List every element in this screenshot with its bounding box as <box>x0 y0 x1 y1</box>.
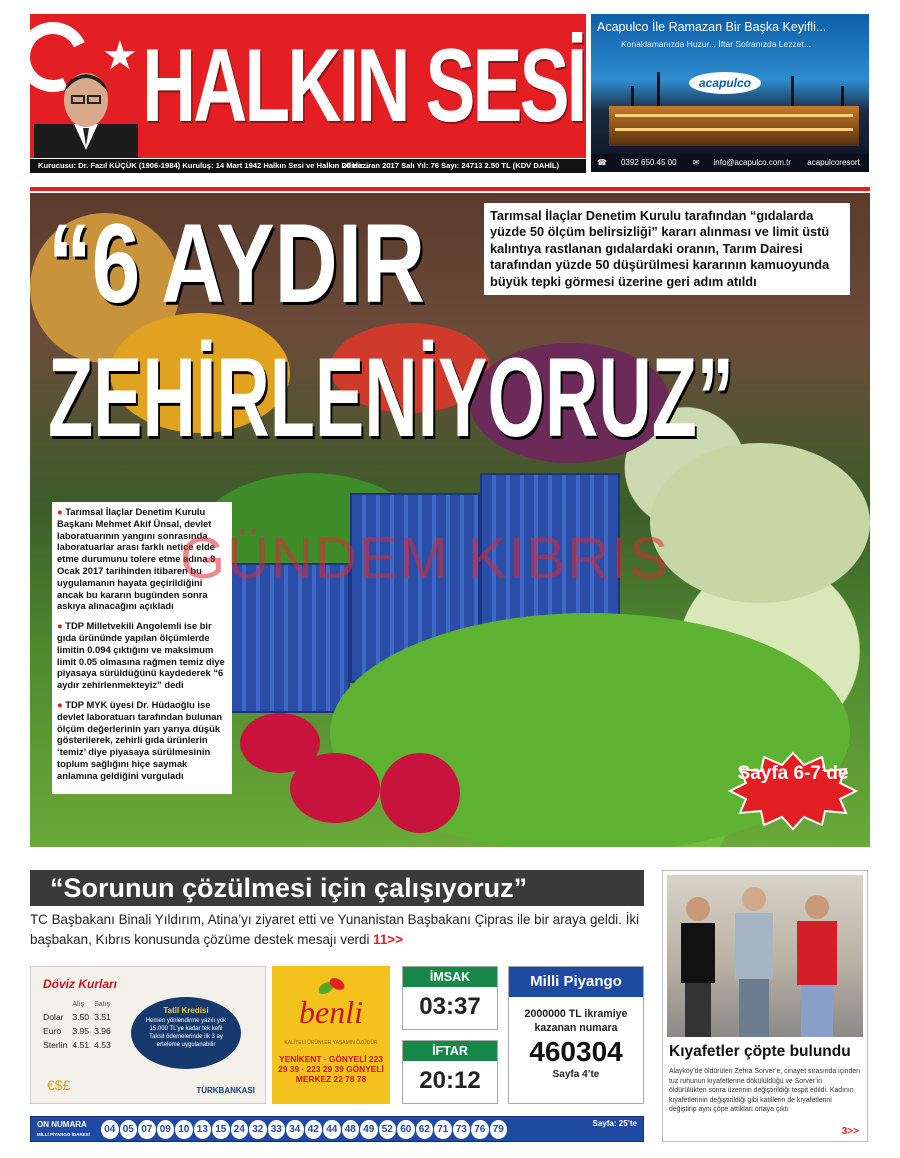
currency-title: Döviz Kurları <box>43 977 118 991</box>
coin-icon: €$£ <box>47 1077 71 1093</box>
star-icon: ★ <box>102 34 138 78</box>
issue-info: 20 Haziran 2017 Salı Yıl: 76 Sayı: 24713 2.50 TL (KDV DAHİL) <box>342 161 560 170</box>
bullet-text: TDP MYK üyesi Dr. Hüdaoğlu ise devlet laboratuarı tarafından bulunan ölçüm değerlerinin yarı yarıya düşük gösterilerek, zehirli gıda ürünlerin ‘temiz’ diye piyasaya sürülmesinin toplum sağlığını hiçe saymak anlamına geldiğini vurguladı <box>57 698 223 781</box>
lottery-ball: 44 <box>323 1120 341 1139</box>
currency-name: Dolar <box>43 1012 64 1022</box>
on-numara-title: ON NUMARA <box>37 1120 87 1129</box>
bullet-icon: ● <box>57 620 66 632</box>
buy-rate: 3.50 <box>72 1012 90 1022</box>
lottery-box[interactable] <box>508 966 644 1104</box>
side-story-headline: Kıyafetler çöpte bulundu <box>669 1043 851 1060</box>
lead-headline-line1: “6 AYDIR <box>48 201 426 326</box>
acapulco-ad[interactable] <box>591 14 869 172</box>
column-header <box>43 999 72 1010</box>
second-story-body <box>30 910 644 950</box>
watermark: GÜNDEM KIBRIS <box>180 526 671 591</box>
ad-subline: Konaklamanızda Huzur... İftar Sofranızda Lezzet... <box>621 39 811 49</box>
side-story[interactable] <box>662 870 868 1142</box>
bank-logo: TÜRKBANKASI <box>196 1086 255 1095</box>
mail-icon: ✉ <box>692 158 700 167</box>
second-story-page-ref[interactable]: 11>> <box>373 932 403 947</box>
on-numara-sub: MİLLİ PİYANGO İDARESİ <box>37 1132 90 1137</box>
lead-deck: Tarımsal İlaçlar Denetim Kurulu tarafından “gıdalarda yüzde 50 ölçüm belirsizliği” kararı alınması ve limit üstü kalıntıya rastlanan gıdalardaki oranın, Tarım Dairesi tarafından yüzde 50 düşürülmesi kararının kamuoyunda büyük tepki görmesi üzerine geri adım atıldı <box>484 203 850 295</box>
on-numara-numbers <box>101 1120 507 1139</box>
loan-promo-title: Tatil Kredisi <box>163 1006 209 1015</box>
lottery-ball: 76 <box>471 1120 489 1139</box>
lottery-page-ref: Sayfa 4’te <box>552 1069 600 1080</box>
currency-table <box>43 999 116 1052</box>
lottery-ball: 13 <box>194 1120 212 1139</box>
imsak-label: İMSAK <box>403 967 497 987</box>
lottery-ball: 73 <box>453 1120 471 1139</box>
bullet-item <box>57 699 227 782</box>
radish-bunch <box>290 753 380 823</box>
column-header: Alış <box>72 1001 85 1008</box>
currency-box <box>30 966 266 1104</box>
sell-rate: 3.96 <box>94 1026 111 1036</box>
bullet-text: Tarımsal İlaçlar Denetim Kurulu Başkanı Mehmet Akif Ünsal, devlet laboratuarının yangını sonrasında laboratuarlar arası farklı netice elde etme durumunu tolere etme adına 9 Ocak 2017 tarihinden itibaren bu uygulamanın hayata geçirildiğini ancak bu kararın bugünden sonra askıya alınacağını açıkladı <box>57 506 216 612</box>
side-story-body: Alayköy’de öldürülen Zehra Sorver’e, cinayet sırasında içinden tuz ruhunun kıyafetlerine dökülüldüğü ve Sorver’in öldürülükten sonra üzerinin değiştirildiği tespit edildi. Kadının kıyafetlerinin değiştirildiği gibi katillerin de kıyafetlerini değiştirip aynı çöpe attıkları ortaya çıktı <box>669 1068 861 1114</box>
loan-promo-text: Hemen yönlendirme yazılı yok 15.000 TL’ye kadar tek kefil Taksit ödemelerinde ilk 3 ay erteleme uygulanabilir <box>145 1018 227 1048</box>
column-header: Satış <box>94 1001 111 1008</box>
lottery-ball: 32 <box>249 1120 267 1139</box>
ad-headline: Acapulco İle Ramazan Bir Başka Keyifli... <box>597 20 827 34</box>
lottery-ball: 34 <box>286 1120 304 1139</box>
founder-portrait <box>34 54 138 158</box>
benli-phones: YENİKENT · GÖNYELİ 223 29 39 · 223 29 39 GÖNYELİ MERKEZ 22 78 78 <box>278 1054 384 1084</box>
iftar-time: 20:12 <box>419 1067 481 1094</box>
lottery-ball: 62 <box>416 1120 434 1139</box>
bullet-item <box>57 620 227 691</box>
side-story-photo <box>667 875 863 1037</box>
lottery-ball: 71 <box>434 1120 452 1139</box>
ad-phone: 0392 650 45 00 <box>620 158 677 167</box>
lottery-ball: 07 <box>138 1120 156 1139</box>
masthead <box>30 14 586 158</box>
lottery-ball: 79 <box>490 1120 508 1139</box>
lottery-ball: 09 <box>157 1120 175 1139</box>
table-header-row <box>43 999 116 1010</box>
table-row <box>43 1010 116 1024</box>
lottery-ball: 24 <box>231 1120 249 1139</box>
hotel-building <box>609 106 859 146</box>
ad-social: acapulcoresort <box>807 158 860 167</box>
person-figure <box>673 887 723 1037</box>
lottery-title: Milli Piyango <box>509 967 643 997</box>
imsak-box <box>402 966 498 1030</box>
bullet-icon: ● <box>57 698 66 710</box>
lottery-ball: 49 <box>360 1120 378 1139</box>
on-numara-page-ref: Sayfa: 25’te <box>592 1119 637 1128</box>
table-row <box>43 1038 116 1052</box>
radish-bunch <box>380 753 460 833</box>
lead-story-photo[interactable] <box>30 193 870 847</box>
founder-line <box>30 159 586 173</box>
on-numara-label <box>37 1120 99 1139</box>
lottery-ball: 15 <box>212 1120 230 1139</box>
iftar-label: İFTAR <box>403 1041 497 1061</box>
bullet-icon: ● <box>57 506 66 517</box>
ad-email: info@acapulco.com.tr <box>713 158 792 167</box>
buy-rate: 4.51 <box>72 1040 90 1050</box>
lottery-ball: 60 <box>397 1120 415 1139</box>
bullet-text: TDP Milletvekili Angolemli ise bir gıda ürününde yapılan ölçümlerde limitin 0.094 çıktığını ve maksimum limit 0.05 olmasına rağmen temiz diye piyasaya sürüldüğünü kaydederek “6 aydır zehirlenmekteyiz” dedi <box>57 620 225 691</box>
page-ref-burst[interactable] <box>728 751 858 831</box>
lottery-ball: 52 <box>379 1120 397 1139</box>
lottery-ball: 48 <box>342 1120 360 1139</box>
currency-name: Euro <box>43 1026 62 1036</box>
second-story-text: TC Başbakanı Binali Yıldırım, Atina’yı ziyaret etti ve Yunanistan Başbakanı Çipras ile bir araya geldi. İki başbakan, Kıbrıs konusunda çözüme destek mesajı verdi <box>30 912 640 947</box>
benli-logo: benli <box>299 994 363 1030</box>
page-ref-text: Sayfa 6-7’de <box>737 763 849 784</box>
imsak-time: 03:37 <box>419 993 481 1020</box>
masthead-title: HALKIN SESİ <box>142 28 585 144</box>
sell-rate: 4.53 <box>94 1040 111 1050</box>
phone-icon: ☎ <box>597 158 607 167</box>
lottery-ball: 33 <box>268 1120 286 1139</box>
lottery-prize-text: 2000000 TL ikramiye kazanan numara <box>524 1008 628 1034</box>
ad-logo: acapulco <box>689 72 761 94</box>
sell-rate: 3.51 <box>94 1012 111 1022</box>
person-figure <box>787 887 847 1037</box>
lottery-ball: 05 <box>120 1120 138 1139</box>
benli-tagline: KALİTELİ ÜRÜNLER YAŞAMIN ÖZÜDÜR <box>284 1040 378 1046</box>
buy-rate: 3.95 <box>72 1026 90 1036</box>
second-story[interactable] <box>30 870 644 956</box>
benli-ad[interactable] <box>272 966 390 1104</box>
lottery-number: 460304 <box>529 1036 623 1067</box>
ad-contact-bar <box>591 154 869 172</box>
on-numara-strip[interactable] <box>30 1116 644 1142</box>
currency-name: Sterlin <box>43 1040 68 1050</box>
lead-headline-line2: ZEHİRLENİYORUZ” <box>48 335 734 460</box>
founder-text: Kurucusu: Dr. Fazıl KÜÇÜK (1906-1984) Kuruluş: 14 Mart 1942 Halkın Sesi ve Halkın Dilidir... <box>38 161 369 170</box>
produce-pile <box>650 443 870 603</box>
divider <box>30 187 870 191</box>
loan-promo <box>131 997 241 1069</box>
second-story-headline: “Sorunun çözülmesi için çalışıyoruz” <box>30 870 644 906</box>
iftar-box <box>402 1040 498 1104</box>
table-row <box>43 1024 116 1038</box>
person-figure <box>727 879 781 1037</box>
lottery-ball: 42 <box>305 1120 323 1139</box>
lottery-ball: 10 <box>175 1120 193 1139</box>
lottery-ball: 04 <box>101 1120 119 1139</box>
side-story-page-ref[interactable]: 3>> <box>841 1126 859 1137</box>
